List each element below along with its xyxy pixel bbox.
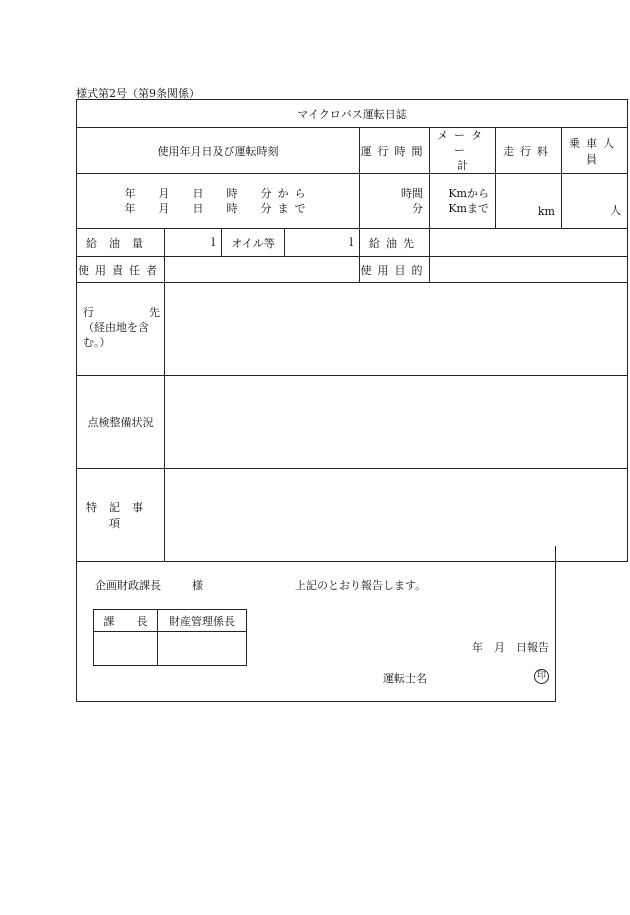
operating-time-field[interactable] xyxy=(360,174,430,229)
header-meter-line2: 計 xyxy=(457,159,468,172)
header-meter xyxy=(430,128,496,174)
person-unit: 人 xyxy=(610,204,622,217)
report-date: 年 月 日報告 xyxy=(472,641,549,654)
destination-note-2: む。） xyxy=(83,336,111,349)
stamp-box-chief[interactable] xyxy=(94,632,158,666)
form-title: マイクロバス運転日誌 xyxy=(77,100,628,128)
log-table xyxy=(76,99,628,562)
purpose-field[interactable] xyxy=(430,257,628,283)
date-time-field[interactable] xyxy=(77,174,360,229)
meter-to: Kmまで xyxy=(448,202,489,215)
header-distance: 走行料 xyxy=(496,128,562,174)
time-minutes: 分 xyxy=(412,202,423,215)
approval-stamp-table xyxy=(93,609,247,666)
stamp-header-chief: 課 長 xyxy=(94,610,158,632)
meter-field[interactable] xyxy=(430,174,496,229)
addressee: 企画財政課長 xyxy=(95,579,161,592)
report-statement: 上記のとおり報告します。 xyxy=(295,579,427,592)
stamp-box-manager[interactable] xyxy=(158,632,247,666)
form-number-label: 様式第2号（第9条関係） xyxy=(76,87,200,100)
km-unit: km xyxy=(537,205,555,218)
passengers-field[interactable] xyxy=(562,174,628,229)
fuel-label: 給油量 xyxy=(77,229,165,257)
destination-label-b: 先 xyxy=(149,306,160,319)
header-meter-line1: メーター xyxy=(437,129,488,157)
destination-label xyxy=(77,283,165,376)
report-section xyxy=(76,546,556,702)
honorific: 様 xyxy=(192,579,203,592)
driver-name-label: 運転士名 xyxy=(383,672,427,685)
header-date-time: 使用年月日及び運転時刻 xyxy=(77,128,360,174)
stamp-header-manager: 財産管理係長 xyxy=(158,610,247,632)
remarks-label: 特記事項 xyxy=(77,469,165,562)
responsible-label: 使用責任者 xyxy=(77,257,165,283)
purpose-label: 使用目的 xyxy=(360,257,430,283)
destination-field[interactable] xyxy=(165,283,628,376)
distance-field[interactable] xyxy=(496,174,562,229)
date-to: 年 月 日 時 分まで xyxy=(124,202,312,215)
destination-note: （経由地を含 xyxy=(83,321,149,334)
time-hours: 時間 xyxy=(401,187,423,200)
fuel-place-field[interactable] xyxy=(430,229,628,257)
fuel-field[interactable]: l xyxy=(165,229,222,257)
oil-field[interactable]: l xyxy=(285,229,360,257)
destination-label-a: 行 xyxy=(83,306,94,319)
header-passengers: 乗車人員 xyxy=(562,128,628,174)
header-operating-time: 運行時間 xyxy=(360,128,430,174)
responsible-field[interactable] xyxy=(165,257,360,283)
inspection-label: 点検整備状況 xyxy=(77,376,165,469)
seal-icon: 印 xyxy=(534,669,549,684)
date-from: 年 月 日 時 分から xyxy=(124,187,312,200)
meter-from: Kmから xyxy=(448,187,489,200)
oil-label: オイル等 xyxy=(222,229,285,257)
inspection-field[interactable] xyxy=(165,376,628,469)
fuel-place-label: 給油先 xyxy=(360,229,430,257)
